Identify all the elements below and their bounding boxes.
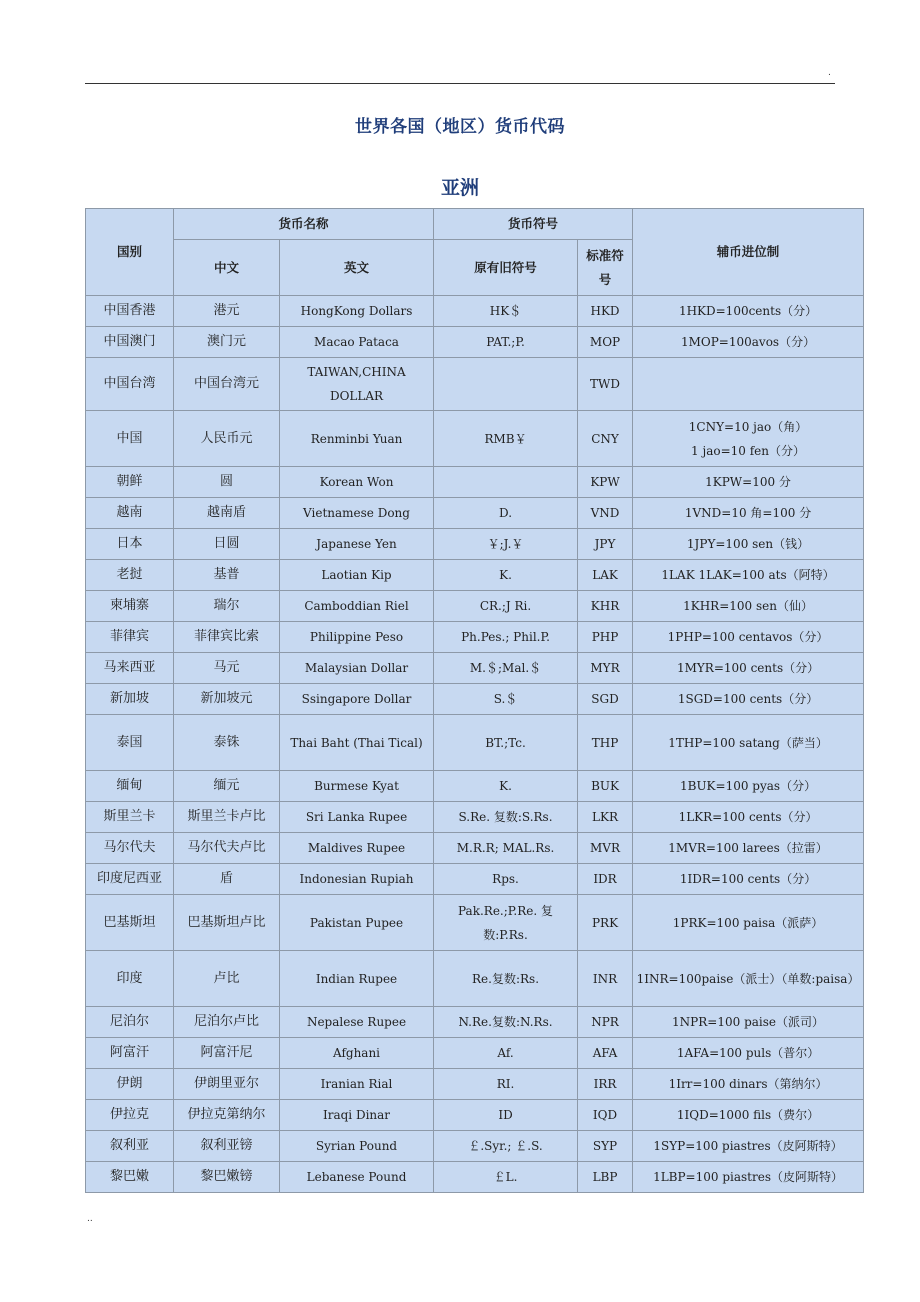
cell-english-name: Renminbi Yuan: [280, 411, 434, 467]
cell-subunit: 1Irr=100 dinars（第纳尔）: [633, 1069, 864, 1100]
cell-old-symbol: Af.: [434, 1038, 578, 1069]
table-row: [86, 1069, 864, 1100]
cell-chinese-name: 阿富汗尼: [174, 1038, 280, 1069]
cell-chinese-name: 缅元: [174, 771, 280, 802]
cell-standard-symbol: HKD: [578, 296, 633, 327]
cell-country: 巴基斯坦: [86, 895, 174, 951]
cell-country: 阿富汗: [86, 1038, 174, 1069]
cell-old-symbol: M.＄;Mal.＄: [434, 653, 578, 684]
cell-english-name: Ssingapore Dollar: [280, 684, 434, 715]
header-standard-symbol: 标准符号: [578, 240, 633, 296]
cell-chinese-name: 越南盾: [174, 498, 280, 529]
cell-old-symbol: CR.;J Ri.: [434, 591, 578, 622]
cell-english-name: Iraqi Dinar: [280, 1100, 434, 1131]
cell-subunit: 1AFA=100 puls（普尔）: [633, 1038, 864, 1069]
cell-subunit: 1MOP=100avos（分）: [633, 327, 864, 358]
cell-country: 菲律宾: [86, 622, 174, 653]
cell-country: 伊拉克: [86, 1100, 174, 1131]
cell-country: 中国澳门: [86, 327, 174, 358]
cell-standard-symbol: KPW: [578, 467, 633, 498]
header-currency-name: 货币名称: [174, 209, 434, 240]
table-row: [86, 1007, 864, 1038]
cell-old-symbol: RI.: [434, 1069, 578, 1100]
table-row: [86, 327, 864, 358]
table-row: [86, 951, 864, 1007]
cell-chinese-name: 马元: [174, 653, 280, 684]
header-currency-symbol: 货币符号: [434, 209, 633, 240]
cell-standard-symbol: PHP: [578, 622, 633, 653]
cell-standard-symbol: CNY: [578, 411, 633, 467]
cell-chinese-name: 菲律宾比索: [174, 622, 280, 653]
cell-subunit: 1JPY=100 sen（钱）: [633, 529, 864, 560]
footer-mark: ..: [87, 1214, 93, 1224]
cell-old-symbol: PAT.;P.: [434, 327, 578, 358]
cell-old-symbol: K.: [434, 771, 578, 802]
cell-standard-symbol: BUK: [578, 771, 633, 802]
table-row: [86, 411, 864, 467]
cell-chinese-name: 盾: [174, 864, 280, 895]
cell-old-symbol: S.＄: [434, 684, 578, 715]
table-row: [86, 467, 864, 498]
cell-subunit: 1MYR=100 cents（分）: [633, 653, 864, 684]
cell-chinese-name: 斯里兰卡卢比: [174, 802, 280, 833]
header-old-symbol: 原有旧符号: [434, 240, 578, 296]
cell-subunit: 1SYP=100 piastres（皮阿斯特）: [633, 1131, 864, 1162]
cell-subunit: 1LAK 1LAK=100 ats（阿特）: [633, 560, 864, 591]
cell-subunit: [633, 358, 864, 411]
header-subunit: 辅币进位制: [633, 209, 864, 296]
table-row: [86, 1162, 864, 1193]
header-english: 英文: [280, 240, 434, 296]
cell-country: 中国台湾: [86, 358, 174, 411]
cell-subunit: 1BUK=100 pyas（分）: [633, 771, 864, 802]
cell-english-name: Thai Baht (Thai Tical): [280, 715, 434, 771]
table-row: [86, 684, 864, 715]
cell-country: 朝鲜: [86, 467, 174, 498]
cell-chinese-name: 新加坡元: [174, 684, 280, 715]
cell-subunit: 1MVR=100 larees（拉雷）: [633, 833, 864, 864]
cell-chinese-name: 瑞尔: [174, 591, 280, 622]
cell-old-symbol: RMB￥: [434, 411, 578, 467]
cell-subunit: 1HKD=100cents（分）: [633, 296, 864, 327]
cell-standard-symbol: INR: [578, 951, 633, 1007]
cell-chinese-name: 日圆: [174, 529, 280, 560]
cell-subunit: 1IQD=1000 fils（费尔）: [633, 1100, 864, 1131]
table-row: [86, 653, 864, 684]
cell-country: 斯里兰卡: [86, 802, 174, 833]
cell-english-name: Malaysian Dollar: [280, 653, 434, 684]
cell-subunit: 1CNY=10 jao（角） 1 jao=10 fen（分）: [633, 411, 864, 467]
table-body: [86, 296, 864, 1193]
cell-subunit: 1SGD=100 cents（分）: [633, 684, 864, 715]
cell-old-symbol: Pak.Re.;P.Re. 复数:P.Rs.: [434, 895, 578, 951]
cell-country: 叙利亚: [86, 1131, 174, 1162]
table-row: [86, 895, 864, 951]
table-row: [86, 802, 864, 833]
cell-old-symbol: N.Re.复数:N.Rs.: [434, 1007, 578, 1038]
cell-old-symbol: ￥;J.￥: [434, 529, 578, 560]
section-title: 亚洲: [440, 177, 479, 199]
cell-subunit: 1THP=100 satang（萨当）: [633, 715, 864, 771]
cell-subunit: 1PRK=100 paisa（派萨）: [633, 895, 864, 951]
cell-english-name: Indonesian Rupiah: [280, 864, 434, 895]
cell-subunit: 1IDR=100 cents（分）: [633, 864, 864, 895]
header-chinese: 中文: [174, 240, 280, 296]
cell-old-symbol: HK＄: [434, 296, 578, 327]
cell-chinese-name: 港元: [174, 296, 280, 327]
cell-english-name: HongKong Dollars: [280, 296, 434, 327]
cell-standard-symbol: LKR: [578, 802, 633, 833]
cell-country: 老挝: [86, 560, 174, 591]
table-row: [86, 560, 864, 591]
cell-standard-symbol: NPR: [578, 1007, 633, 1038]
cell-country: 越南: [86, 498, 174, 529]
table-row: [86, 864, 864, 895]
cell-english-name: Vietnamese Dong: [280, 498, 434, 529]
header-country: 国别: [86, 209, 174, 296]
table-row: [86, 1038, 864, 1069]
cell-standard-symbol: IDR: [578, 864, 633, 895]
cell-old-symbol: BT.;Tc.: [434, 715, 578, 771]
cell-chinese-name: 基普: [174, 560, 280, 591]
cell-standard-symbol: LBP: [578, 1162, 633, 1193]
cell-old-symbol: [434, 467, 578, 498]
cell-standard-symbol: IQD: [578, 1100, 633, 1131]
cell-standard-symbol: LAK: [578, 560, 633, 591]
table-row: [86, 498, 864, 529]
cell-subunit: 1NPR=100 paise（派司）: [633, 1007, 864, 1038]
cell-country: 马来西亚: [86, 653, 174, 684]
table-row: [86, 622, 864, 653]
cell-old-symbol: ￡L.: [434, 1162, 578, 1193]
table-row: [86, 715, 864, 771]
cell-chinese-name: 泰铢: [174, 715, 280, 771]
cell-chinese-name: 尼泊尔卢比: [174, 1007, 280, 1038]
cell-standard-symbol: VND: [578, 498, 633, 529]
cell-english-name: Korean Won: [280, 467, 434, 498]
cell-english-name: Afghani: [280, 1038, 434, 1069]
cell-chinese-name: 黎巴嫩镑: [174, 1162, 280, 1193]
cell-old-symbol: S.Re. 复数:S.Rs.: [434, 802, 578, 833]
cell-english-name: Japanese Yen: [280, 529, 434, 560]
cell-country: 柬埔寨: [86, 591, 174, 622]
header-mark: .: [828, 68, 831, 78]
cell-chinese-name: 卢比: [174, 951, 280, 1007]
cell-country: 中国: [86, 411, 174, 467]
cell-standard-symbol: MVR: [578, 833, 633, 864]
cell-standard-symbol: SGD: [578, 684, 633, 715]
cell-standard-symbol: IRR: [578, 1069, 633, 1100]
cell-standard-symbol: SYP: [578, 1131, 633, 1162]
cell-chinese-name: 巴基斯坦卢比: [174, 895, 280, 951]
cell-english-name: Nepalese Rupee: [280, 1007, 434, 1038]
table-header: [86, 209, 864, 296]
cell-country: 新加坡: [86, 684, 174, 715]
cell-country: 马尔代夫: [86, 833, 174, 864]
cell-old-symbol: M.R.R; MAL.Rs.: [434, 833, 578, 864]
table-row: [86, 296, 864, 327]
cell-subunit: 1PHP=100 centavos（分）: [633, 622, 864, 653]
cell-chinese-name: 叙利亚镑: [174, 1131, 280, 1162]
cell-standard-symbol: TWD: [578, 358, 633, 411]
currency-table: [85, 208, 864, 1193]
cell-old-symbol: D.: [434, 498, 578, 529]
cell-old-symbol: ￡.Syr.; ￡.S.: [434, 1131, 578, 1162]
cell-english-name: Indian Rupee: [280, 951, 434, 1007]
cell-english-name: Camboddian Riel: [280, 591, 434, 622]
cell-english-name: Sri Lanka Rupee: [280, 802, 434, 833]
table-row: [86, 771, 864, 802]
cell-old-symbol: Ph.Pes.; Phil.P.: [434, 622, 578, 653]
cell-subunit: 1KHR=100 sen（仙）: [633, 591, 864, 622]
table-row: [86, 591, 864, 622]
cell-subunit: 1KPW=100 分: [633, 467, 864, 498]
cell-old-symbol: Re.复数:Rs.: [434, 951, 578, 1007]
cell-english-name: Macao Pataca: [280, 327, 434, 358]
cell-chinese-name: 澳门元: [174, 327, 280, 358]
cell-english-name: TAIWAN,CHINA DOLLAR: [280, 358, 434, 411]
table-row: [86, 358, 864, 411]
cell-country: 印度: [86, 951, 174, 1007]
document-title: 世界各国（地区）货币代码: [355, 117, 565, 137]
cell-country: 缅甸: [86, 771, 174, 802]
cell-english-name: Laotian Kip: [280, 560, 434, 591]
table-row: [86, 529, 864, 560]
cell-old-symbol: K.: [434, 560, 578, 591]
cell-country: 黎巴嫩: [86, 1162, 174, 1193]
cell-english-name: Syrian Pound: [280, 1131, 434, 1162]
cell-chinese-name: 中国台湾元: [174, 358, 280, 411]
cell-english-name: Philippine Peso: [280, 622, 434, 653]
cell-english-name: Lebanese Pound: [280, 1162, 434, 1193]
cell-standard-symbol: THP: [578, 715, 633, 771]
cell-country: 印度尼西亚: [86, 864, 174, 895]
cell-country: 泰国: [86, 715, 174, 771]
cell-chinese-name: 伊拉克第纳尔: [174, 1100, 280, 1131]
cell-standard-symbol: PRK: [578, 895, 633, 951]
cell-old-symbol: Rps.: [434, 864, 578, 895]
header-rule: [85, 83, 835, 84]
cell-country: 日本: [86, 529, 174, 560]
cell-english-name: Maldives Rupee: [280, 833, 434, 864]
cell-english-name: Burmese Kyat: [280, 771, 434, 802]
table-row: [86, 833, 864, 864]
cell-subunit: 1VND=10 角=100 分: [633, 498, 864, 529]
cell-subunit: 1LBP=100 piastres（皮阿斯特）: [633, 1162, 864, 1193]
cell-country: 尼泊尔: [86, 1007, 174, 1038]
cell-standard-symbol: MYR: [578, 653, 633, 684]
cell-standard-symbol: JPY: [578, 529, 633, 560]
table-row: [86, 1100, 864, 1131]
cell-country: 中国香港: [86, 296, 174, 327]
cell-old-symbol: [434, 358, 578, 411]
cell-chinese-name: 马尔代夫卢比: [174, 833, 280, 864]
cell-standard-symbol: KHR: [578, 591, 633, 622]
cell-english-name: Pakistan Pupee: [280, 895, 434, 951]
cell-chinese-name: 人民币元: [174, 411, 280, 467]
cell-chinese-name: 圆: [174, 467, 280, 498]
cell-standard-symbol: MOP: [578, 327, 633, 358]
cell-english-name: Iranian Rial: [280, 1069, 434, 1100]
cell-old-symbol: ID: [434, 1100, 578, 1131]
cell-country: 伊朗: [86, 1069, 174, 1100]
table-row: [86, 1131, 864, 1162]
cell-subunit: 1INR=100paise（派士）（单数:paisa）: [633, 951, 864, 1007]
cell-standard-symbol: AFA: [578, 1038, 633, 1069]
cell-subunit: 1LKR=100 cents（分）: [633, 802, 864, 833]
cell-chinese-name: 伊朗里亚尔: [174, 1069, 280, 1100]
